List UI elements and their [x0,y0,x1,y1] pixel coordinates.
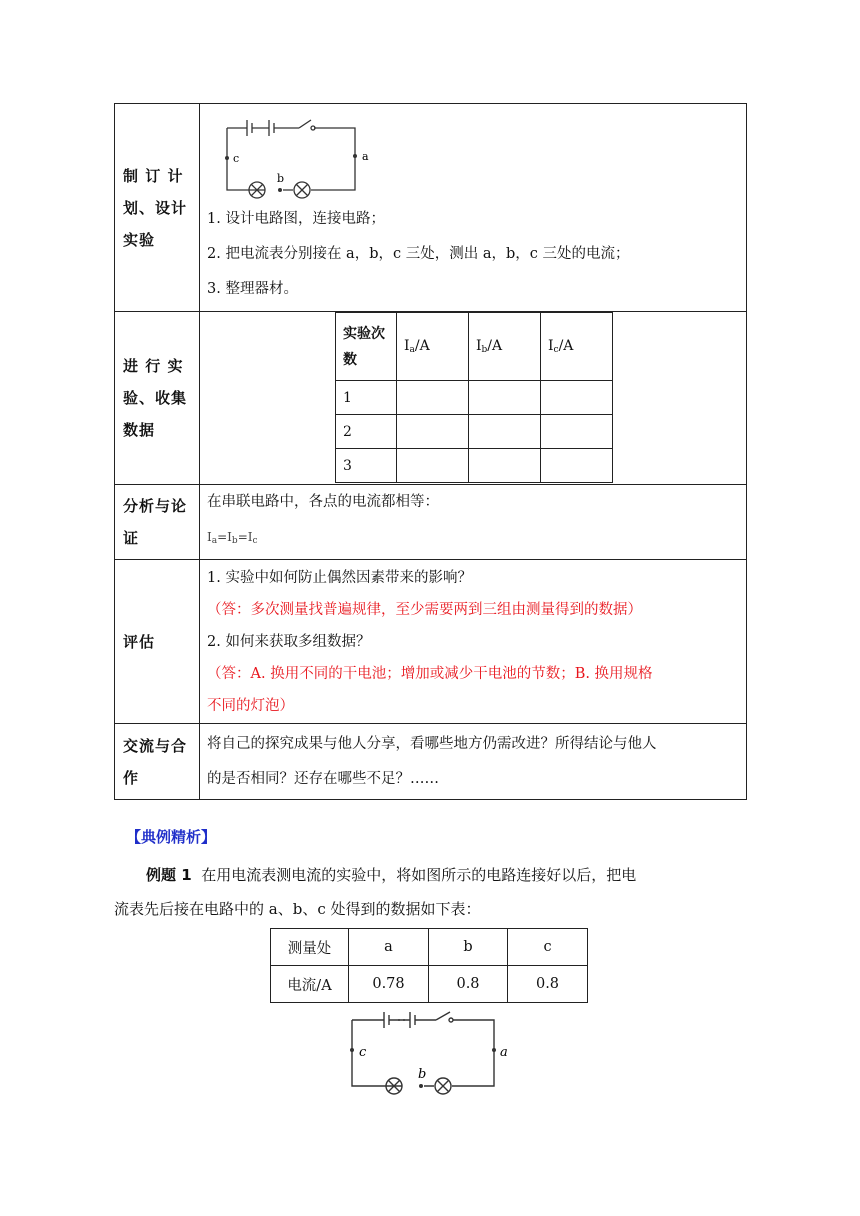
experiment-label: 进 行 实验、收集数据 [115,312,200,485]
example-text-line1: 在用电流表测电流的实验中，将如图所示的电路连接好以后，把电 [201,866,637,884]
header-ic: $I_c/A$ [541,313,613,381]
circuit-label-c: c [233,152,240,165]
measurement-header-row [271,929,588,966]
evaluation-answer-2-line2: 不同的灯泡） [207,697,294,714]
circuit2-label-a: a [500,1045,508,1060]
measurement-header-a: a [349,929,429,966]
exchange-line-2: 的是否相同？还存在哪些不足？…… [207,770,439,787]
data-record-table [335,312,613,483]
section-heading: 【典例精析】 [126,828,217,846]
circuit-label-a: a [362,150,369,163]
circuit2-label-c: c [359,1045,367,1060]
analysis-formula: $I_a=I_b=I_c$ [207,530,258,546]
exchange-line-1: 将自己的探究成果与他人分享，看哪些地方仍需改进？所得结论与他人 [207,735,657,752]
measurement-value-b: 0.8 [429,966,508,1003]
analysis-label: 分析与论证 [115,485,200,560]
circuit-label-b: b [277,172,285,185]
row-exchange [115,724,747,800]
row-number: 3 [336,449,397,483]
evaluation-answer-1: （答：多次测量找普遍规律，至少需要两到三组由测量得到的数据） [207,601,642,618]
example-paragraph [114,858,744,926]
header-ia: $I_a/A$ [397,313,469,381]
plan-step-2: 2. 把电流表分别接在 a，b，c 三处，测出 a，b，c 三处的电流； [207,246,630,262]
experiment-plan-table [114,103,747,800]
header-trial: 实验次数 [336,313,397,381]
evaluation-label: 评估 [115,560,200,724]
evaluation-answer-2-line1: （答：A. 换用不同的干电池；增加或减少干电池的节数；B. 换用规格 [207,665,653,682]
exchange-content [200,724,747,800]
exchange-label: 交流与合作 [115,724,200,800]
evaluation-content [200,560,747,724]
row-analysis [115,485,747,560]
measurement-header-location: 测量处 [271,929,349,966]
measurement-table [270,928,588,1003]
row-evaluation [115,560,747,724]
data-row [336,449,613,483]
data-header-row [336,313,613,381]
data-row [336,381,613,415]
row-number: 1 [336,381,397,415]
circuit-diagram-small [213,110,383,202]
measurement-row-label: 电流/A [271,966,349,1003]
plan-step-1: 1. 设计电路图，连接电路； [207,211,385,227]
analysis-content [200,485,747,560]
row-number: 2 [336,415,397,449]
experiment-content [200,312,747,485]
evaluation-question-2: 2. 如何来获取多组数据？ [207,633,371,650]
example-text-line2: 流表先后接在电路中的 a、b、c 处得到的数据如下表： [114,900,481,918]
measurement-value-row [271,966,588,1003]
analysis-text: 在串联电路中，各点的电流都相等： [207,494,439,510]
plan-content [200,104,747,312]
header-ib: $I_b/A$ [469,313,541,381]
measurement-value-c: 0.8 [508,966,588,1003]
data-row [336,415,613,449]
plan-label: 制 订 计划、设计实验 [115,104,200,312]
example-title: 例题 1 [146,866,192,884]
measurement-value-a: 0.78 [349,966,429,1003]
evaluation-question-1: 1. 实验中如何防止偶然因素带来的影响？ [207,569,472,586]
circuit2-label-b: b [418,1067,427,1082]
measurement-header-c: c [508,929,588,966]
row-plan [115,104,747,312]
measurement-header-b: b [429,929,508,966]
circuit-diagram-large [346,1004,516,1098]
row-experiment [115,312,747,485]
plan-step-3: 3. 整理器材。 [207,281,298,297]
